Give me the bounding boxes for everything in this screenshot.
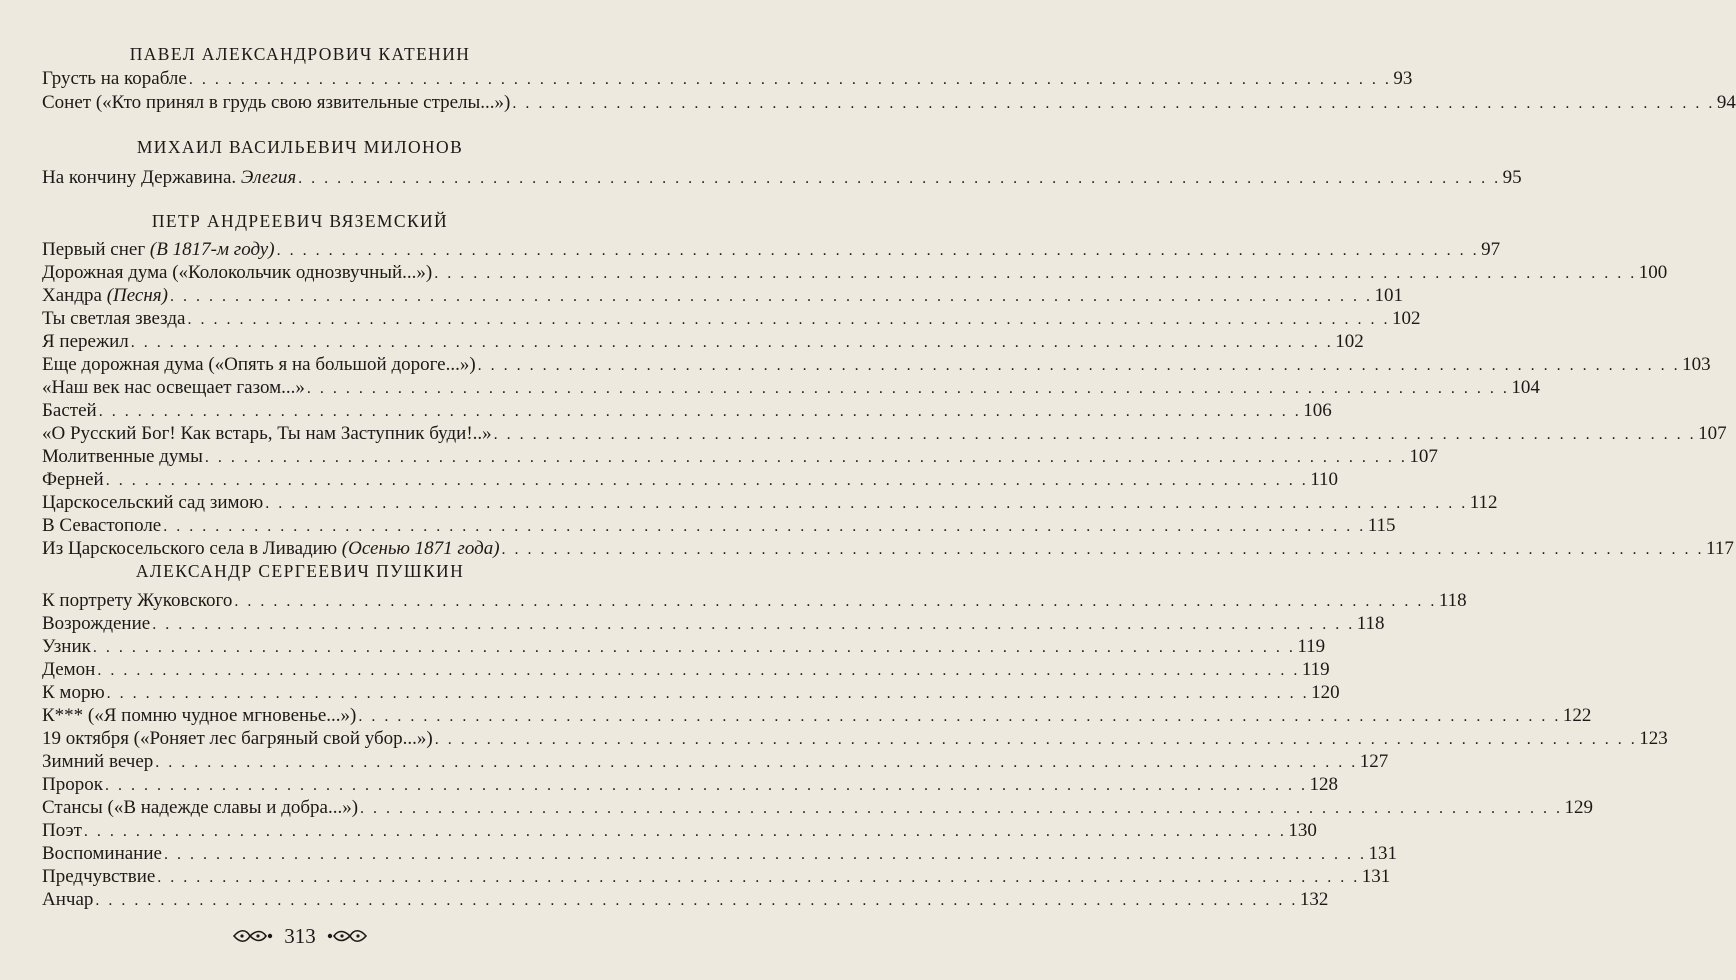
- entry-title: В Севастополе: [42, 515, 162, 536]
- entry-page-number: 122: [1562, 705, 1592, 726]
- dot-leader: [105, 774, 1308, 798]
- entry-title: Дорожная дума («Колокольчик однозвучный...»): [42, 262, 433, 283]
- entry-page-number: 110: [1310, 469, 1339, 490]
- toc-entry[interactable]: [42, 796, 1594, 820]
- toc-entry[interactable]: [42, 704, 1592, 728]
- entry-page-number: 94: [1716, 92, 1736, 113]
- dot-leader: [234, 590, 1437, 614]
- section-heading-katenin: ПАВЕЛ АЛЕКСАНДРОВИЧ КАТЕНИН: [129, 44, 471, 64]
- entry-title: К*** («Я помню чудное мгновенье...»): [42, 705, 357, 726]
- entry-page-number: 102: [1335, 331, 1364, 352]
- entry-title: Первый снег (В 1817-м году): [42, 239, 275, 260]
- dot-leader: [189, 68, 1392, 92]
- toc-entry[interactable]: [42, 353, 1711, 377]
- toc-entry[interactable]: [42, 399, 1332, 423]
- section-heading-vyazemsky: ПЕТР АНДРЕЕВИЧ ВЯЗЕМСКИЙ: [151, 211, 449, 231]
- toc-entry[interactable]: [42, 865, 1391, 889]
- toc-entry[interactable]: [42, 376, 1540, 400]
- entry-title: 19 октября («Роняет лес багряный свой убор...»): [42, 728, 433, 749]
- entry-page-number: 127: [1359, 751, 1389, 772]
- toc-entry[interactable]: [42, 750, 1389, 774]
- dot-leader: [164, 843, 1367, 867]
- dot-leader: [478, 354, 1681, 378]
- entry-title: Зимний вечер: [42, 751, 154, 772]
- toc-entry[interactable]: [42, 238, 1501, 262]
- entry-page-number: 107: [1698, 423, 1727, 444]
- page-number: 313: [284, 923, 316, 948]
- entry-title: Ты светлая звезда: [42, 308, 186, 329]
- entry-title: Я пережил: [42, 331, 129, 352]
- toc-entry[interactable]: [42, 681, 1340, 705]
- toc-entry[interactable]: [42, 261, 1668, 285]
- toc-entry[interactable]: [42, 635, 1326, 659]
- dot-leader: [157, 866, 1360, 890]
- page-footer: [0, 916, 600, 956]
- entry-page-number: 131: [1368, 843, 1397, 864]
- entry-title: К портрету Жуковского: [42, 590, 233, 611]
- toc-entry[interactable]: [42, 888, 1329, 912]
- flourish-ornament-icon: [232, 927, 274, 945]
- toc-entry[interactable]: [42, 589, 1467, 613]
- entry-title: Еще дорожная дума («Опять я на большой дороге...»): [42, 354, 476, 375]
- toc-entry[interactable]: [42, 91, 1736, 115]
- entry-page-number: 101: [1374, 285, 1403, 306]
- toc-entry[interactable]: [42, 727, 1668, 751]
- dot-leader: [494, 423, 1697, 447]
- dot-leader: [107, 682, 1310, 706]
- dot-leader: [131, 331, 1334, 355]
- entry-title: Ферней: [42, 469, 104, 490]
- dot-leader: [298, 167, 1501, 191]
- dot-leader: [97, 659, 1300, 683]
- toc-entry[interactable]: [42, 468, 1339, 492]
- entry-title: Царскосельский сад зимою: [42, 492, 264, 513]
- toc-entry[interactable]: [42, 307, 1421, 331]
- entry-page-number: 123: [1639, 728, 1668, 749]
- dot-leader: [434, 262, 1637, 286]
- entry-title: Грусть на корабле: [42, 68, 187, 89]
- entry-title: Анчар: [42, 889, 94, 910]
- toc-entry[interactable]: [42, 514, 1396, 538]
- dot-leader: [277, 239, 1480, 263]
- entry-title: Молитвенные думы: [42, 446, 203, 467]
- toc-entry[interactable]: [42, 284, 1403, 308]
- dot-leader: [358, 705, 1561, 729]
- entry-title: Демон: [42, 659, 96, 680]
- dot-leader: [155, 751, 1358, 775]
- dot-leader: [512, 92, 1715, 116]
- dot-leader: [99, 400, 1302, 424]
- entry-page-number: 128: [1309, 774, 1338, 795]
- entry-page-number: 97: [1481, 239, 1501, 260]
- toc-entry[interactable]: [42, 166, 1522, 190]
- entry-page-number: 131: [1361, 866, 1391, 887]
- toc-entry[interactable]: [42, 330, 1364, 354]
- dot-leader: [106, 469, 1309, 493]
- entry-title: На кончину Державина. Элегия: [42, 167, 297, 188]
- entry-title: Воспоминание: [42, 843, 162, 864]
- entry-page-number: 117: [1706, 538, 1734, 559]
- entry-page-number: 100: [1638, 262, 1668, 283]
- entry-title: Бастей: [42, 400, 97, 421]
- entry-page-number: 130: [1288, 820, 1317, 841]
- entry-page-number: 107: [1409, 446, 1438, 467]
- entry-page-number: 95: [1502, 167, 1522, 188]
- entry-page-number: 112: [1469, 492, 1498, 513]
- entry-title: Возрождение: [42, 613, 151, 634]
- dot-leader: [360, 797, 1563, 821]
- entry-page-number: 119: [1301, 659, 1330, 680]
- dot-leader: [170, 285, 1373, 309]
- toc-entry[interactable]: [42, 537, 1734, 561]
- dot-leader: [152, 613, 1355, 637]
- toc-entry[interactable]: [42, 658, 1330, 682]
- section-heading-milonov: МИХАИЛ ВАСИЛЬЕВИЧ МИЛОНОВ: [136, 137, 464, 157]
- dot-leader: [502, 538, 1705, 562]
- toc-entry[interactable]: [42, 612, 1385, 636]
- toc-entry[interactable]: [42, 773, 1338, 797]
- entry-page-number: 102: [1391, 308, 1421, 329]
- entry-title: Пророк: [42, 774, 103, 795]
- dot-leader: [435, 728, 1638, 752]
- toc-entry[interactable]: [42, 491, 1498, 515]
- dot-leader: [163, 515, 1366, 539]
- dot-leader: [187, 308, 1390, 332]
- entry-title: Из Царскосельского села в Ливадию (Осенью 1871 года): [42, 538, 500, 559]
- entry-title: Узник: [42, 636, 91, 657]
- entry-page-number: 93: [1393, 68, 1413, 89]
- entry-title: Предчувствие: [42, 866, 156, 887]
- toc-entry[interactable]: [42, 445, 1438, 469]
- entry-page-number: 129: [1564, 797, 1594, 818]
- entry-title: К морю: [42, 682, 105, 703]
- entry-title: «О Русский Бог! Как встарь, Ты нам Заступник буди!..»: [42, 423, 492, 444]
- entry-page-number: 120: [1311, 682, 1340, 703]
- flourish-ornament-icon: [326, 927, 368, 945]
- dot-leader: [307, 377, 1510, 401]
- entry-page-number: 132: [1299, 889, 1329, 910]
- entry-title: Стансы («В надежде славы и добра...»): [42, 797, 359, 818]
- entry-page-number: 118: [1356, 613, 1385, 634]
- dot-leader: [265, 492, 1468, 516]
- entry-title: Поэт: [42, 820, 82, 841]
- dot-leader: [84, 820, 1287, 844]
- entry-page-number: 106: [1303, 400, 1332, 421]
- entry-page-number: 118: [1438, 590, 1467, 611]
- toc-entry[interactable]: [42, 819, 1317, 843]
- dot-leader: [93, 636, 1296, 660]
- dot-leader: [205, 446, 1408, 470]
- entry-page-number: 103: [1682, 354, 1711, 375]
- section-heading-pushkin: АЛЕКСАНДР СЕРГЕЕВИЧ ПУШКИН: [135, 561, 465, 581]
- entry-page-number: 104: [1511, 377, 1540, 398]
- dot-leader: [95, 889, 1298, 913]
- entry-page-number: 119: [1297, 636, 1326, 657]
- entry-title: Сонет («Кто принял в грудь свою язвительные стрелы...»): [42, 92, 511, 113]
- entry-title: Хандра (Песня): [42, 285, 168, 306]
- entry-page-number: 115: [1367, 515, 1396, 536]
- toc-entry[interactable]: [42, 842, 1397, 866]
- entry-title: «Наш век нас освещает газом...»: [42, 377, 305, 398]
- toc-entry[interactable]: [42, 67, 1413, 91]
- toc-entry[interactable]: [42, 422, 1727, 446]
